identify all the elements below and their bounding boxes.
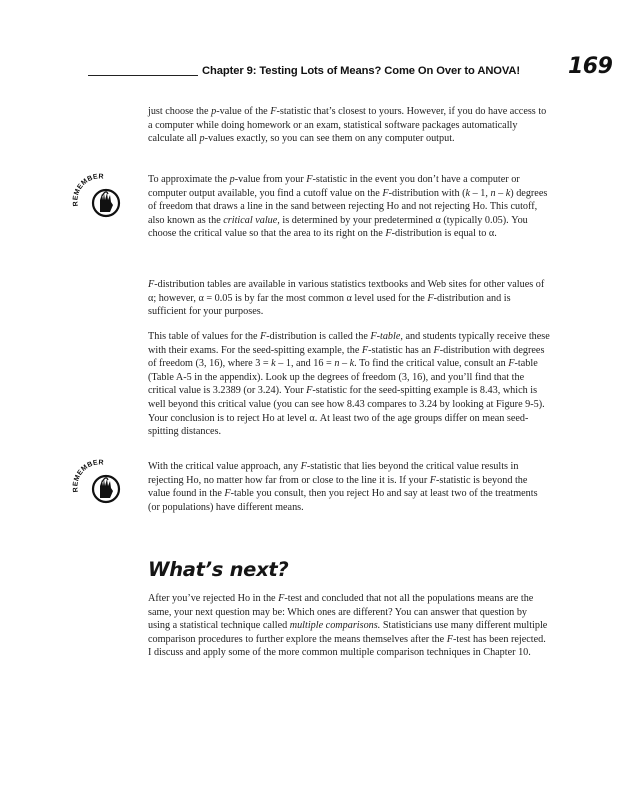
paragraph-2: To approximate the p-value from your F-statistic in the event you don’t have a computer or computer output available, you find a cutoff value on the F-distribution with (k – 1, n – k) degrees of freedom that draws a line in the sand between rejecting Ho and not rejecting Ho. This cutoff, also known as the critical value, is determined by your predetermined α (typically 0.05). You choose the critical value so that the area to its right on the F-distribution is equal to α. bbox=[148, 174, 548, 240]
paragraph-3: F-distribution tables are available in various statistics textbooks and Web sites for other values of α; however, α = 0.05 is by far the most common α level used for the F-distribution and is sufficient for your purposes. bbox=[148, 279, 545, 318]
paragraph-4: This table of values for the F-distribution is called the F-table, and students typically receive these with their exams. For the seed-spitting example, the F-statistic has an F-distribution with degrees of freedom (3, 16), where 3 = k – 1, and 16 = n – k. To find the critical value, consult an F-table (Table A-5 in the appendix). Look up the degrees of freedom (3, 16), and you’ll find that the critical value is 3.2389 (or 3.24). Your F-statistic for the seed-spitting example is 8.43, which is well beyond this critical value (you can see how 8.43 compares to 3.24 by looking at Figure 9-5). Your conclusion is to reject Ho at level α. At least two of the age groups differ on mean seed-spitting distances. bbox=[148, 331, 550, 438]
paragraph-5: With the critical value approach, any F-statistic that lies beyond the critical value results in rejecting Ho, no matter how far from or close to the line it is. If your F-statistic is beyond the value found in the F-table you consult, then you reject Ho and say at least two of the treatments (or populations) have different means. bbox=[148, 461, 538, 513]
header-rule bbox=[88, 75, 198, 76]
section-heading: What’s next? bbox=[148, 558, 289, 581]
remember-label: REMEMBER bbox=[72, 459, 105, 493]
page-number: 169 bbox=[568, 54, 613, 79]
remember-icon bbox=[72, 172, 128, 222]
remember-label: REMEMBER bbox=[72, 173, 105, 207]
paragraph-1: just choose the p-value of the F-statistic that’s closest to yours. However, if you do have access to a computer while doing homework or an exam, statistical software packages automatically calculate all p-values exactly, so you can see them on any computer output. bbox=[148, 106, 547, 145]
paragraph-6: After you’ve rejected Ho in the F-test and concluded that not all the populations means are the same, your next question may be: Which ones are different? You can answer that question by using a statistical technique called multiple comparisons. Statisticians use many different multiple comparison procedures to further explore the means themselves after the F-test has been rejected. I discuss and apply some of the more common multiple comparison techniques in Chapter 10. bbox=[148, 593, 548, 659]
running-head: Chapter 9: Testing Lots of Means? Come On Over to ANOVA! bbox=[202, 65, 521, 77]
remember-icon bbox=[72, 458, 128, 508]
